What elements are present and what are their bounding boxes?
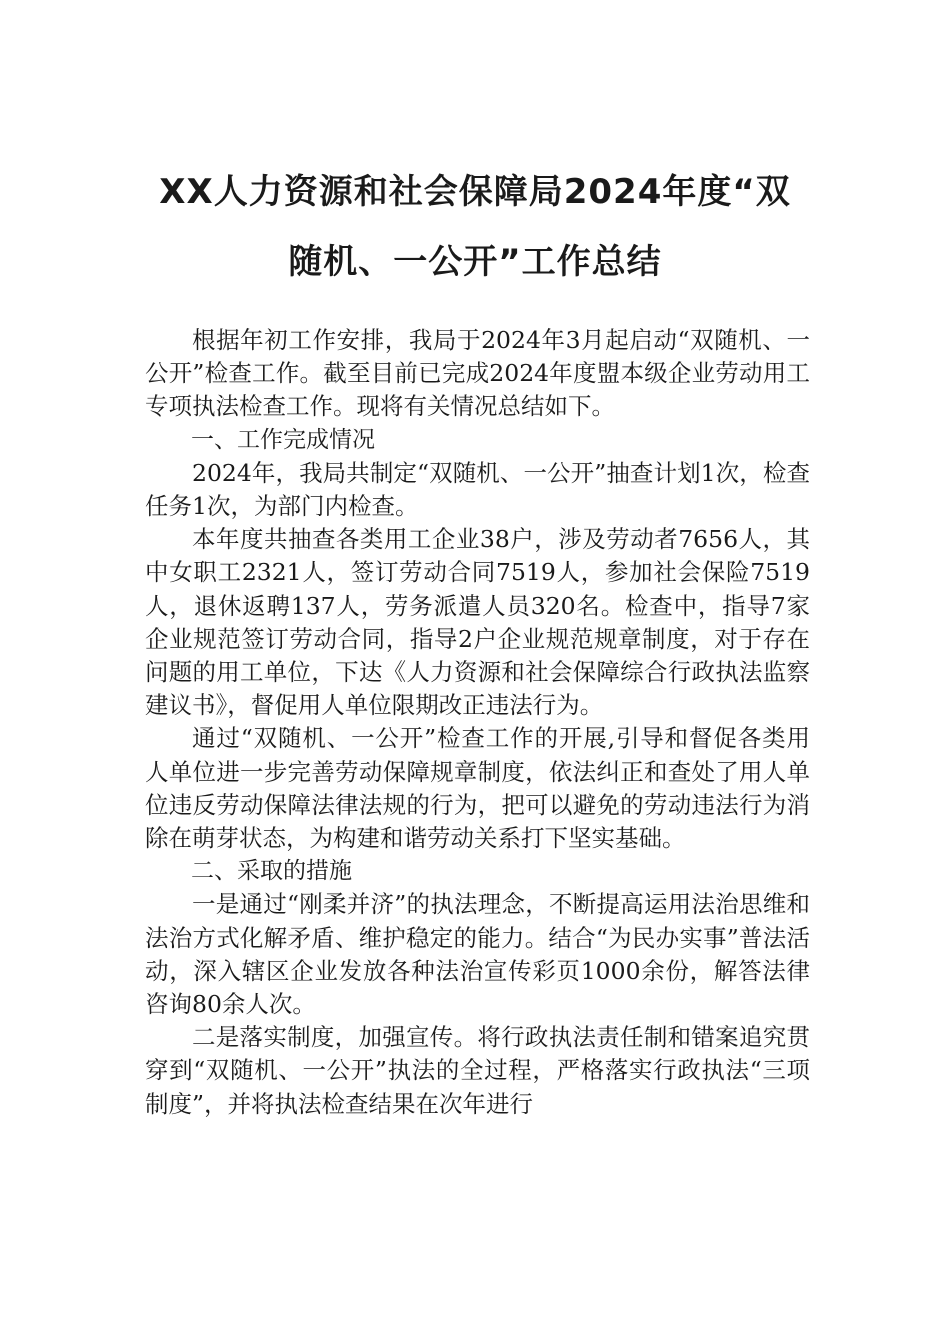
- intro-paragraph: 根据年初工作安排，我局于2024年3月起启动“双随机、一公开”检查工作。截至目前已完成2024年度盟本级企业劳动用工专项执法检查工作。现将有关情况总结如下。: [145, 326, 810, 421]
- section-heading-work-completion: 一、工作完成情况: [191, 426, 375, 453]
- document-title-line-2: 随机、一公开”工作总结: [288, 242, 662, 282]
- document-title-line-1: XX人力资源和社会保障局2024年度“双: [159, 172, 791, 212]
- paragraph-measure-one: 一是通过“刚柔并济”的执法理念，不断提高运用法治思维和法治方式化解矛盾、维护稳定的能力。结合“为民办实事”普法活动，深入辖区企业发放各种法治宣传彩页1000余份，解答法律咨询80余人次。: [145, 890, 810, 1019]
- document-body: [145, 324, 810, 1121]
- paragraph-measure-two: 二是落实制度，加强宣传。将行政执法责任制和错案追究贯穿到“双随机、一公开”执法的全过程，严格落实行政执法“三项制度”，并将执法检查结果在次年进行: [145, 1023, 810, 1118]
- paragraph-inspection-statistics: 本年度共抽查各类用工企业38户，涉及劳动者7656人，其中女职工2321人，签订劳动合同7519人，参加社会保险7519人，退休返聘137人，劳务派遣人员320名。检查中，指导7家企业规范签订劳动合同，指导2户企业规范规章制度，对于存在问题的用工单位，下达《人力资源和社会保障综合行政执法监察建议书》，督促用人单位限期改正违法行为。: [145, 525, 810, 720]
- paragraph-plan-summary: 2024年，我局共制定“双随机、一公开”抽查计划1次，检查任务1次，为部门内检查。: [145, 458, 810, 521]
- paragraph-outcome: 通过“双随机、一公开”检查工作的开展,引导和督促各类用人单位进一步完善劳动保障规章制度，依法纠正和查处了用人单位违反劳动保障法律法规的行为，把可以避免的劳动违法行为消除在萌芽状态，为构建和谐劳动关系打下坚实基础。: [145, 724, 810, 853]
- section-heading-measures: 二、采取的措施: [191, 858, 352, 885]
